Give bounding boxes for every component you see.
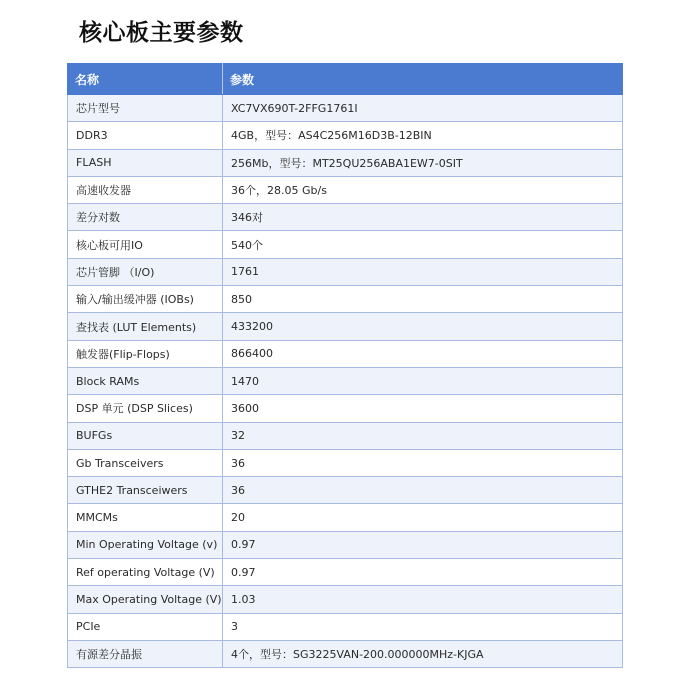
param-value-cell: 850 [223,286,623,313]
param-name-cell: 触发器(Flip-Flops) [68,340,223,367]
param-value-cell: 32 [223,422,623,449]
table-row [68,395,623,422]
param-value-cell: 20 [223,504,623,531]
param-name-cell: MMCMs [68,504,223,531]
param-value-cell: 36 [223,449,623,476]
param-name-cell: Min Operating Voltage (v) [68,531,223,558]
table-row [68,95,623,122]
param-name-cell: 输入/输出缓冲器 (IOBs) [68,286,223,313]
param-name-cell: BUFGs [68,422,223,449]
param-value-cell: 4GB，型号：AS4C256M16D3B-12BIN [223,122,623,149]
param-value-cell: 0.97 [223,559,623,586]
param-name-cell: DDR3 [68,122,223,149]
param-name-cell: Max Operating Voltage (V) [68,586,223,613]
param-value-cell: 3 [223,613,623,640]
param-value-cell: 1761 [223,258,623,285]
table-row [68,286,623,313]
param-value-cell: 866400 [223,340,623,367]
table-row [68,149,623,176]
param-value-cell: 36 [223,477,623,504]
param-value-cell: 0.97 [223,531,623,558]
table-row [68,340,623,367]
param-name-cell: 芯片型号 [68,95,223,122]
param-value-cell: 1470 [223,367,623,394]
table-row [68,640,623,667]
param-name-cell: 核心板可用IO [68,231,223,258]
param-name-cell: 查找表 (LUT Elements) [68,313,223,340]
column-header-value: 参数 [223,64,623,95]
table-row [68,367,623,394]
table-row [68,258,623,285]
table-row [68,613,623,640]
table-row [68,504,623,531]
table-row [68,422,623,449]
param-name-cell: Block RAMs [68,367,223,394]
param-name-cell: DSP 单元 (DSP Slices) [68,395,223,422]
column-header-name: 名称 [68,64,223,95]
param-value-cell: 36个，28.05 Gb/s [223,176,623,203]
param-name-cell: 有源差分晶振 [68,640,223,667]
page-title: 核心板主要参数 [79,20,244,46]
param-name-cell: 高速收发器 [68,176,223,203]
param-name-cell: Ref operating Voltage (V) [68,559,223,586]
param-name-cell: Gb Transceivers [68,449,223,476]
table-row [68,231,623,258]
param-name-cell: GTHE2 Transceiwers [68,477,223,504]
param-name-cell: 芯片管脚 （I/O) [68,258,223,285]
table-row [68,176,623,203]
params-table [67,63,623,668]
table-body [68,95,623,668]
param-value-cell: 346对 [223,204,623,231]
param-value-cell: 433200 [223,313,623,340]
table-row [68,477,623,504]
table-row [68,531,623,558]
param-value-cell: 4个，型号：SG3225VAN-200.000000MHz-KJGA [223,640,623,667]
table-header-row [68,64,623,95]
table-row [68,586,623,613]
param-value-cell: 256Mb，型号：MT25QU256ABA1EW7-0SIT [223,149,623,176]
table-row [68,449,623,476]
param-value-cell: 3600 [223,395,623,422]
param-name-cell: PCIe [68,613,223,640]
param-value-cell: 540个 [223,231,623,258]
param-name-cell: 差分对数 [68,204,223,231]
table-row [68,204,623,231]
param-value-cell: 1.03 [223,586,623,613]
param-name-cell: FLASH [68,149,223,176]
table-row [68,122,623,149]
param-value-cell: XC7VX690T-2FFG1761I [223,95,623,122]
table-row [68,313,623,340]
table-row [68,559,623,586]
